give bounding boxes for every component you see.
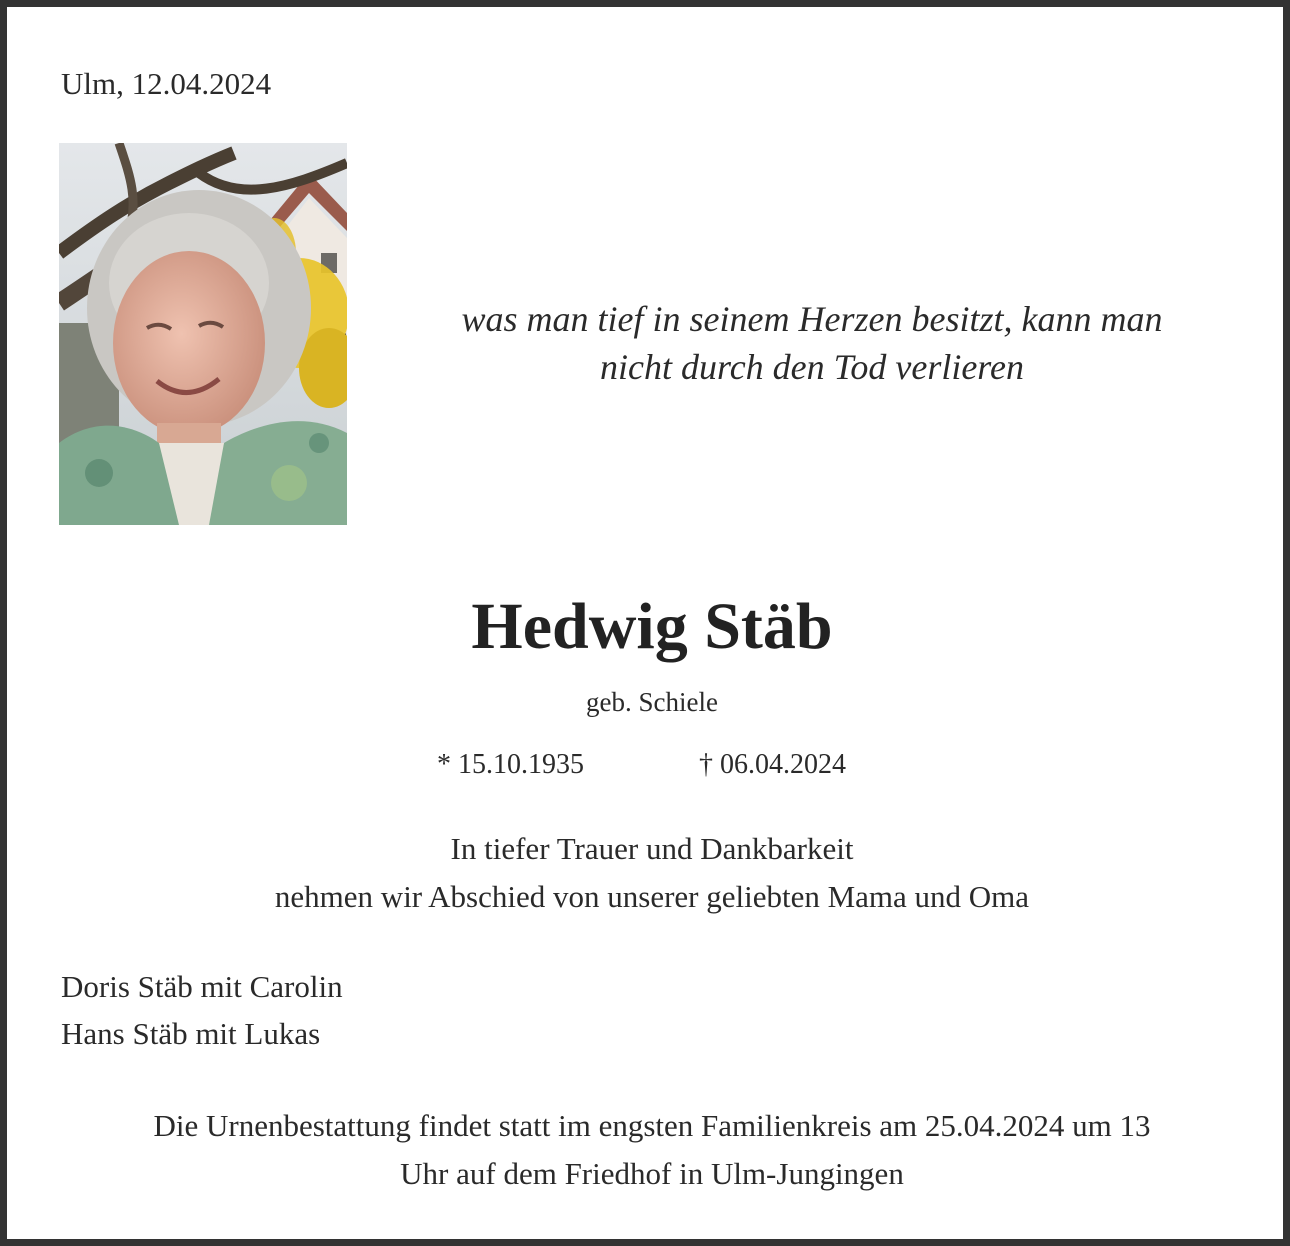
family-member: Doris Stäb mit Carolin: [61, 969, 343, 1004]
death-date: † 06.04.2024: [699, 749, 846, 780]
mourning-line: nehmen wir Abschied von unserer geliebten Mama und Oma: [274, 879, 1030, 914]
quote-line: was man tief in seinem Herzen besitzt, kann man: [461, 299, 1163, 339]
burial-line: Uhr auf dem Friedhof in Ulm-Jungingen: [400, 1156, 904, 1191]
memorial-quote: [367, 295, 1257, 391]
family-member: Hans Stäb mit Lukas: [61, 1016, 321, 1051]
portrait-photo: [59, 143, 347, 525]
portrait-illustration: [59, 143, 347, 525]
burial-line: Die Urnenbestattung findet statt im engsten Familienkreis am 25.04.2024 um 13: [153, 1108, 1151, 1143]
mourning-text: [7, 825, 1290, 921]
place-date: Ulm, 12.04.2024: [61, 66, 272, 101]
deceased-name: Hedwig Stäb: [471, 590, 833, 663]
mourning-line: In tiefer Trauer und Dankbarkeit: [450, 831, 854, 866]
family-signatures: [61, 963, 343, 1057]
quote-line: nicht durch den Tod verlieren: [600, 347, 1024, 387]
birth-name: geb. Schiele: [586, 687, 718, 717]
burial-info: [47, 1102, 1257, 1198]
birth-date: * 15.10.1935: [437, 749, 584, 780]
